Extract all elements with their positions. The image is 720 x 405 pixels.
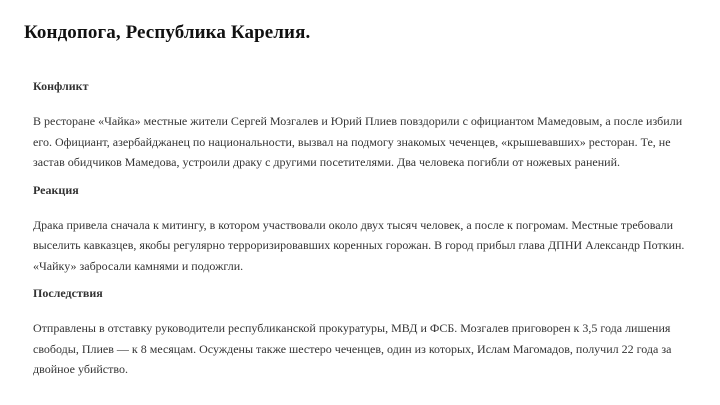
page-title: Кондопога, Республика Карелия. xyxy=(24,22,311,43)
section-heading: Конфликт xyxy=(33,79,89,93)
section-reaction xyxy=(33,182,693,277)
section-paragraph: В ресторане «Чайка» местные жители Сергей Мозгалев и Юрий Плиев повздорили с официантом Мамедовым, а после избили его. Официант, азербайджанец по национальности, вызвал на подмогу знакомых чеченцев, «крышевавших» ресторан. Те, не застав обидчиков Мамедова, устроили драку с другими посетителями. Два человека погибли от ножевых ранений. xyxy=(33,114,683,169)
section-conflict xyxy=(33,78,693,173)
article-body xyxy=(33,78,693,380)
section-paragraph: Отправлены в отставку руководители республиканской прокуратуры, МВД и ФСБ. Мозгалев приговорен к 3,5 года лишения свободы, Плиев — к 8 месяцам. Осуждены также шестеро чеченцев, один из которых, Ислам Магомадов, получил 22 года за двойное убийство. xyxy=(33,321,672,376)
section-consequences xyxy=(33,285,693,380)
section-heading: Реакция xyxy=(33,182,79,197)
section-paragraph: Драка привела сначала к митингу, в котором участвовали около двух тысяч человек, а после к погромам. Местные требовали выселить кавказцев, якобы регулярно терроризировавших коренных горожан. В город прибыл глава ДПНИ Александр Поткин. «Чайку» забросали камнями и подожгли. xyxy=(33,217,685,273)
section-heading: Последствия xyxy=(33,286,103,300)
